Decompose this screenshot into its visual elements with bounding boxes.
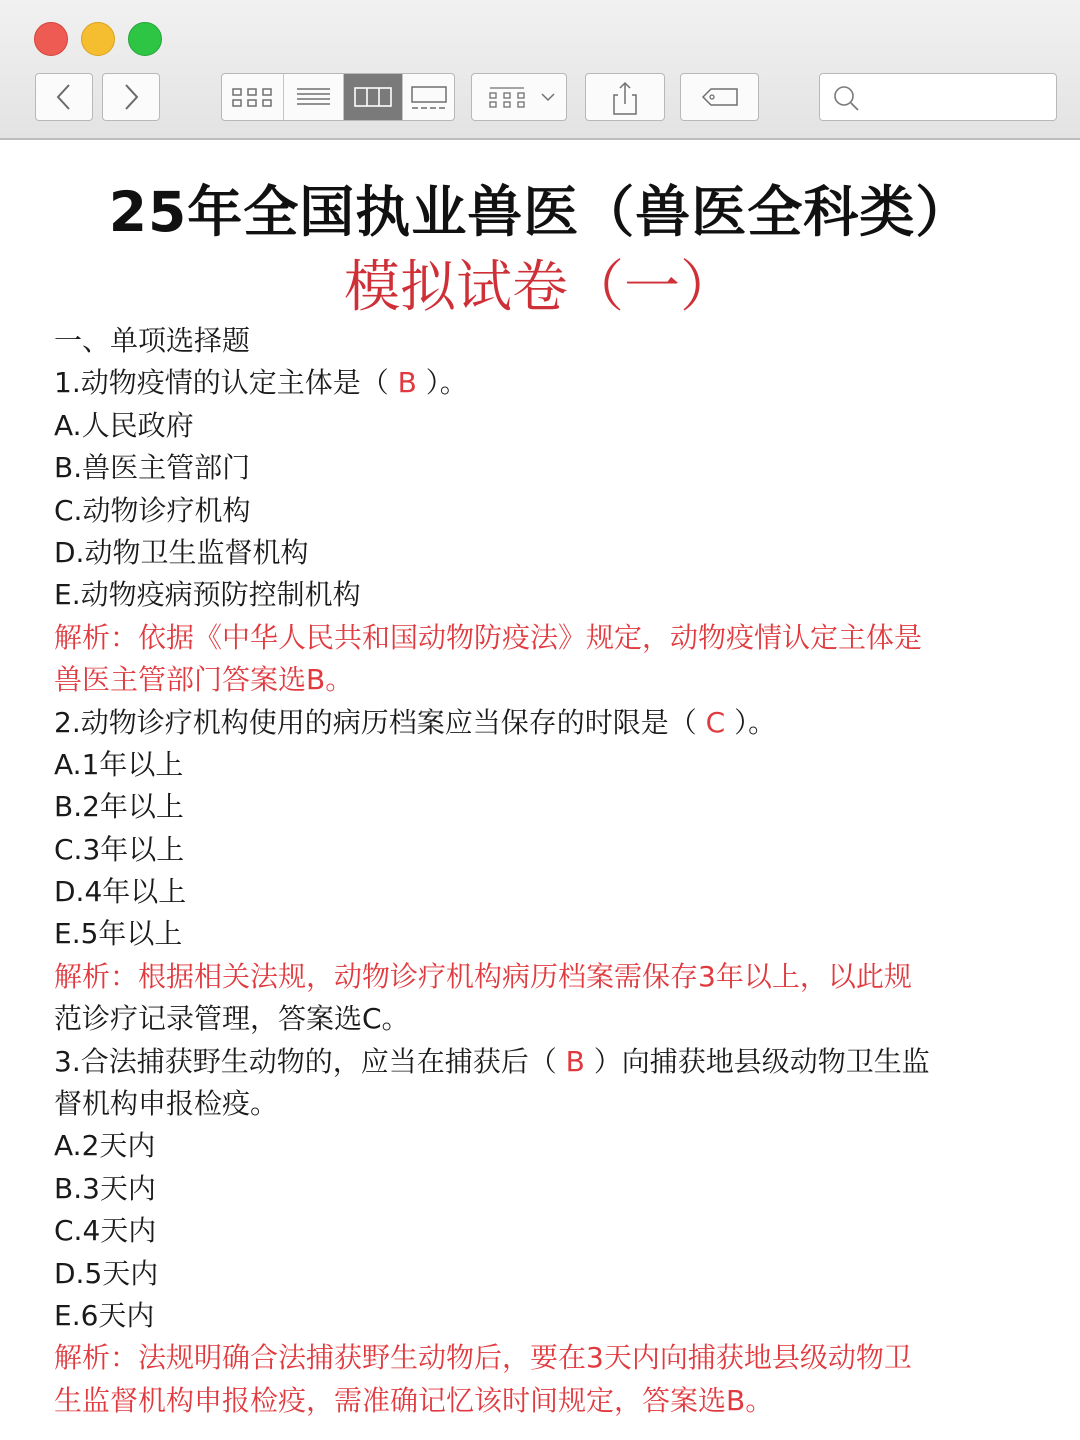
option-item: B.兽医主管部门 <box>54 451 251 485</box>
view-mode-segmented-control[interactable] <box>221 73 455 121</box>
list-view-button[interactable] <box>284 74 343 120</box>
back-button[interactable] <box>35 73 93 121</box>
share-icon <box>586 74 664 120</box>
explanation-text: 解析：根据相关法规，动物诊疗机构病历档案需保存3年以上，以此规 <box>54 959 912 993</box>
gallery-icon <box>403 74 455 120</box>
explanation-text: 解析：法规明确合法捕获野生动物后，要在3天内向捕获地县级动物卫 <box>54 1341 912 1375</box>
chevron-down-icon <box>542 94 554 100</box>
zoom-window-button[interactable] <box>128 22 162 56</box>
question-stem: 3.合法捕获野生动物的，应当在捕获后（ B ）向捕获地县级动物卫生监 <box>54 1044 930 1078</box>
grid-icon <box>222 74 283 120</box>
question-stem: 2.动物诊疗机构使用的病历档案应当保存的时限是（ C ）。 <box>54 705 777 739</box>
option-item: D.动物卫生监督机构 <box>54 535 309 569</box>
option-item: A.人民政府 <box>54 408 194 442</box>
arrange-grid-icon <box>472 74 566 120</box>
option-item: E.6天内 <box>54 1298 155 1332</box>
chevron-left-icon <box>36 74 92 120</box>
gallery-view-button[interactable] <box>403 74 455 120</box>
option-item: C.3年以上 <box>54 832 185 866</box>
tag-button[interactable] <box>680 73 759 121</box>
answer-letter: B <box>397 366 417 400</box>
question-stem-continued: 督机构申报检疫。 <box>54 1087 279 1121</box>
option-item: E.5年以上 <box>54 917 183 951</box>
arrange-dropdown-button[interactable] <box>471 73 567 121</box>
option-item: E.动物疫病预防控制机构 <box>54 578 361 612</box>
document-page <box>0 140 1080 1440</box>
column-view-button[interactable] <box>344 74 402 120</box>
option-item: D.4年以上 <box>54 875 187 909</box>
option-item: A.1年以上 <box>54 747 184 781</box>
explanation-text: 解析：依据《中华人民共和国动物防疫法》规定，动物疫情认定主体是 <box>54 620 923 654</box>
forward-button[interactable] <box>102 73 160 121</box>
option-item: B.2年以上 <box>54 790 184 824</box>
explanation-text: 范诊疗记录管理，答案选C。 <box>54 1002 410 1036</box>
question-list <box>54 320 1014 1422</box>
option-item: C.动物诊疗机构 <box>54 493 251 527</box>
option-item: B.3天内 <box>54 1171 156 1205</box>
chevron-right-icon <box>103 74 159 120</box>
search-input[interactable] <box>819 73 1057 121</box>
answer-letter: C <box>705 705 726 739</box>
page-subtitle: 模拟试卷（一） <box>344 255 736 320</box>
minimize-window-button[interactable] <box>81 22 115 56</box>
answer-letter: B <box>565 1044 585 1078</box>
close-window-button[interactable] <box>34 22 68 56</box>
question-stem: 1.动物疫情的认定主体是（ B ）。 <box>54 366 468 400</box>
option-item: D.5天内 <box>54 1256 159 1290</box>
window-toolbar <box>0 0 1080 140</box>
tag-icon <box>681 74 758 120</box>
list-icon <box>284 74 343 120</box>
explanation-text: 兽医主管部门答案选B。 <box>54 663 354 697</box>
search-icon <box>820 74 880 120</box>
columns-icon <box>344 74 402 120</box>
explanation-text: 生监督机构申报检疫，需准确记忆该时间规定，答案选B。 <box>54 1383 774 1417</box>
section-heading: 一、单项选择题 <box>54 324 251 357</box>
option-item: C.4天内 <box>54 1214 157 1248</box>
page-title: 25年全国执业兽医（兽医全科类） <box>108 180 972 244</box>
share-button[interactable] <box>585 73 665 121</box>
option-item: A.2天内 <box>54 1129 156 1163</box>
icon-view-button[interactable] <box>222 74 283 120</box>
